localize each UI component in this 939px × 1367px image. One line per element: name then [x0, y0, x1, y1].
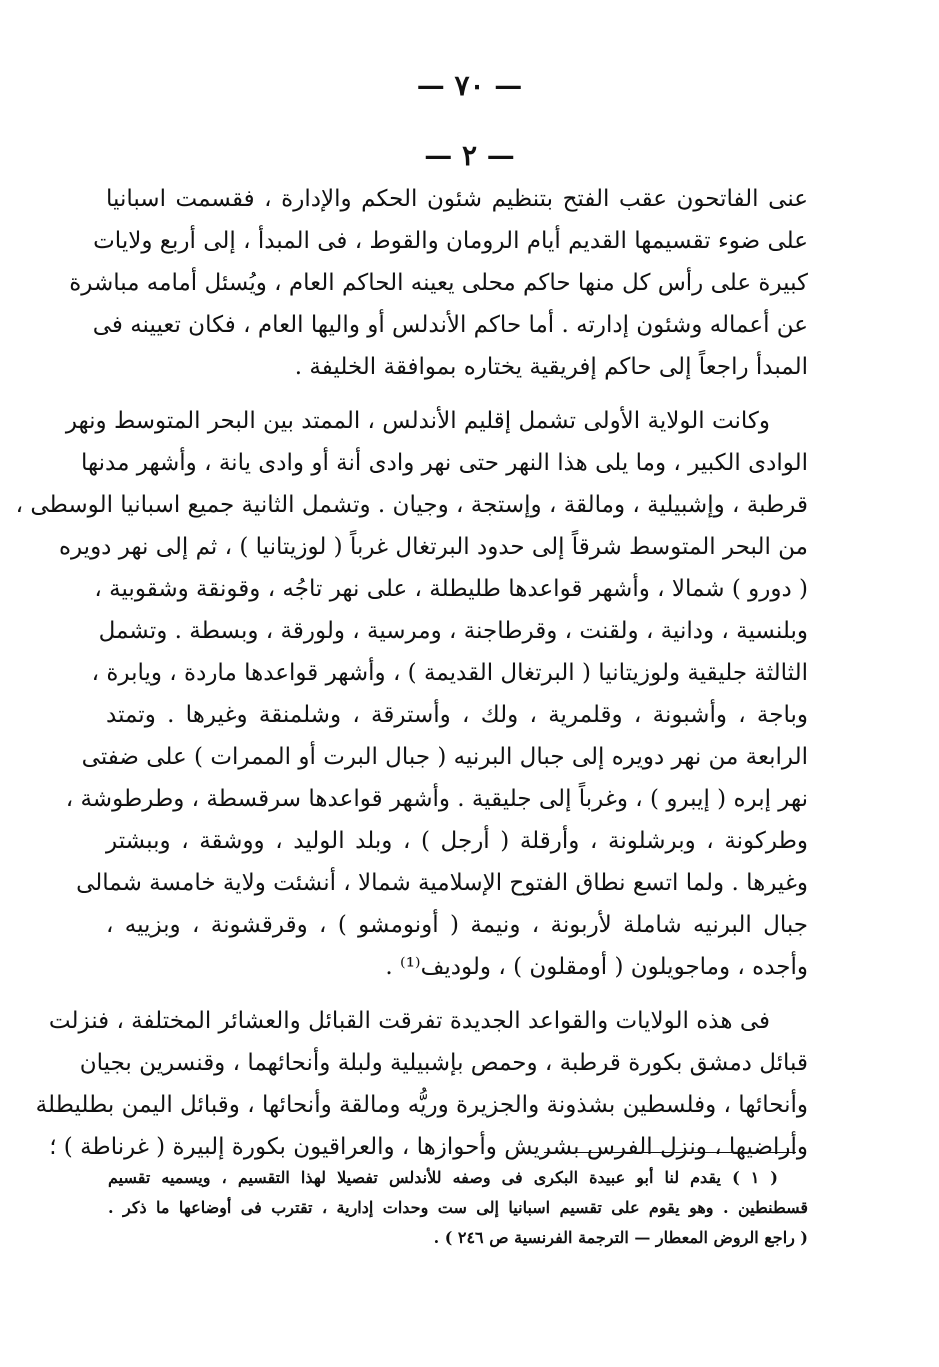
paragraph-tribes: [35, 1000, 808, 1168]
text-line: وأجده ، وماجويلون ( أومقلون ) ، ولوديف⁽¹⁾ .: [385, 954, 808, 980]
page-number: — ٧٠ —: [416, 69, 523, 102]
footnote-separator: [544, 1152, 796, 1153]
text-line: الرابعة من نهر دويره إلى جبال البرنيه ( جبال البرت أو الممرات ) على ضفتى: [81, 744, 808, 770]
text-line: قبائل دمشق بكورة قرطبة ، وحمص بإشبيلية ولبلة وأنحائهما ، وقنسرين بجيان: [79, 1050, 808, 1076]
text-line: وباجة ، وأشبونة ، وقلمرية ، ولك ، وأسترقة ، وشلمنقة وغيرها . وتمتد: [106, 702, 808, 728]
text-line: وكانت الولاية الأولى تشمل إقليم الأندلس ، الممتد بين البحر المتوسط ونهر: [65, 408, 770, 434]
paragraph-spacer: [106, 388, 808, 400]
footnote-line: قسطنطين . وهو يقوم على تقسيم اسبانيا إلى ست وحدات إدارية ، تقترب فى أوضاعها ما ذكر .: [108, 1198, 808, 1217]
text-line: جبال البرنيه شاملة لأربونة ، ونيمة ( أونومشو ) ، وقرقشونة ، وبزييه ،: [106, 912, 808, 938]
text-line: وأراضيها ، ونزل الفرس بشريش وأحوازها ، والعراقيون بكورة إلبيرة ( غرناطة ) ؛: [49, 1134, 808, 1160]
paragraph-spacer: [106, 988, 808, 1000]
body-text: [15, 178, 809, 1168]
text-line: وغيرها . ولما اتسع نطاق الفتوح الإسلامية شمالا ، أنشئت ولاية خامسة شمالى: [76, 870, 808, 896]
text-line: من البحر المتوسط شرقاً إلى حدود البرتغال غرباً ( لوزيتانيا ) ، ثم إلى نهر دويره: [58, 534, 808, 560]
text-line: على ضوء تقسيمها القديم أيام الرومان والقوط ، فى المبدأ ، إلى أربع ولايات: [93, 228, 808, 254]
text-line: نهر إبره ( إيبرو ) ، وغرباً إلى جليقية . وأشهر قواعدها سرقسطة ، وطرطوشة ،: [65, 786, 808, 812]
text-line: قرطبة ، وإشبيلية ، ومالقة ، وإستجة ، وجيان . وتشمل الثانية جميع اسبانيا الوسطى ،: [15, 492, 808, 518]
text-line: فى هذه الولايات والقواعد الجديدة تفرقت القبائل والعشائر المختلفة ، فنزلت: [48, 1008, 770, 1034]
text-line: الثالثة جليقية ولوزيتانيا ( البرتغال القديمة ) ، وأشهر قواعدها ماردة ، ويابرة ،: [91, 660, 808, 686]
paragraph-provinces: [15, 400, 808, 988]
footnotes: [108, 1163, 808, 1253]
footnote-line: ( ١ ) يقدم لنا أبو عبيدة البكرى فى وصفه للأندلس تفصيلا لهذا التقسيم ، ويسميه تقسيم: [108, 1168, 778, 1187]
footnote-line: ( راجع الروض المعطار — الترجمة الفرنسية ص ٢٤٦ ) .: [433, 1228, 808, 1247]
paragraph-administration: [69, 178, 809, 388]
section-number: — ٢ —: [424, 139, 515, 172]
text-line: عن أعماله وشئون إدارته . أما حاكم الأندلس أو واليها العام ، فكان تعيينه فى: [92, 312, 808, 338]
text-line: المبدأ راجعاً إلى حاكم إفريقية يختاره بموافقة الخليفة .: [294, 354, 808, 380]
text-line: الوادى الكبير ، وما يلى هذا النهر حتى نهر وادى أنة أو وادى يانة ، وأشهر مدنها: [81, 450, 808, 476]
text-line: وبلنسية ، ودانية ، ولقنت ، وقرطاجنة ، ومرسية ، ولورقة ، وبسطة . وتشمل: [98, 618, 808, 644]
text-line: ( دورو ) شمالا ، وأشهر قواعدها طليطلة ، على نهر تاجُه ، وقونقة وشقوبية ،: [94, 576, 808, 602]
text-line: عنى الفاتحون عقب الفتح بتنظيم شئون الحكم والإدارة ، فقسمت اسبانيا: [106, 186, 809, 212]
text-line: وأنحائها ، وفلسطين بشذونة والجزيرة وريُّه ومالقة وأنحائها ، وقبائل اليمن بطليطلة: [35, 1092, 808, 1118]
text-line: وطركونة ، وبرشلونة ، وأرقلة ( أرجل ) ، وبلد الوليد ، ووشقة ، وببشتر: [106, 828, 808, 854]
text-line: كبيرة على رأس كل منها حاكم محلى يعينه الحاكم العام ، ويُسئل أمامه مباشرة: [69, 270, 808, 296]
